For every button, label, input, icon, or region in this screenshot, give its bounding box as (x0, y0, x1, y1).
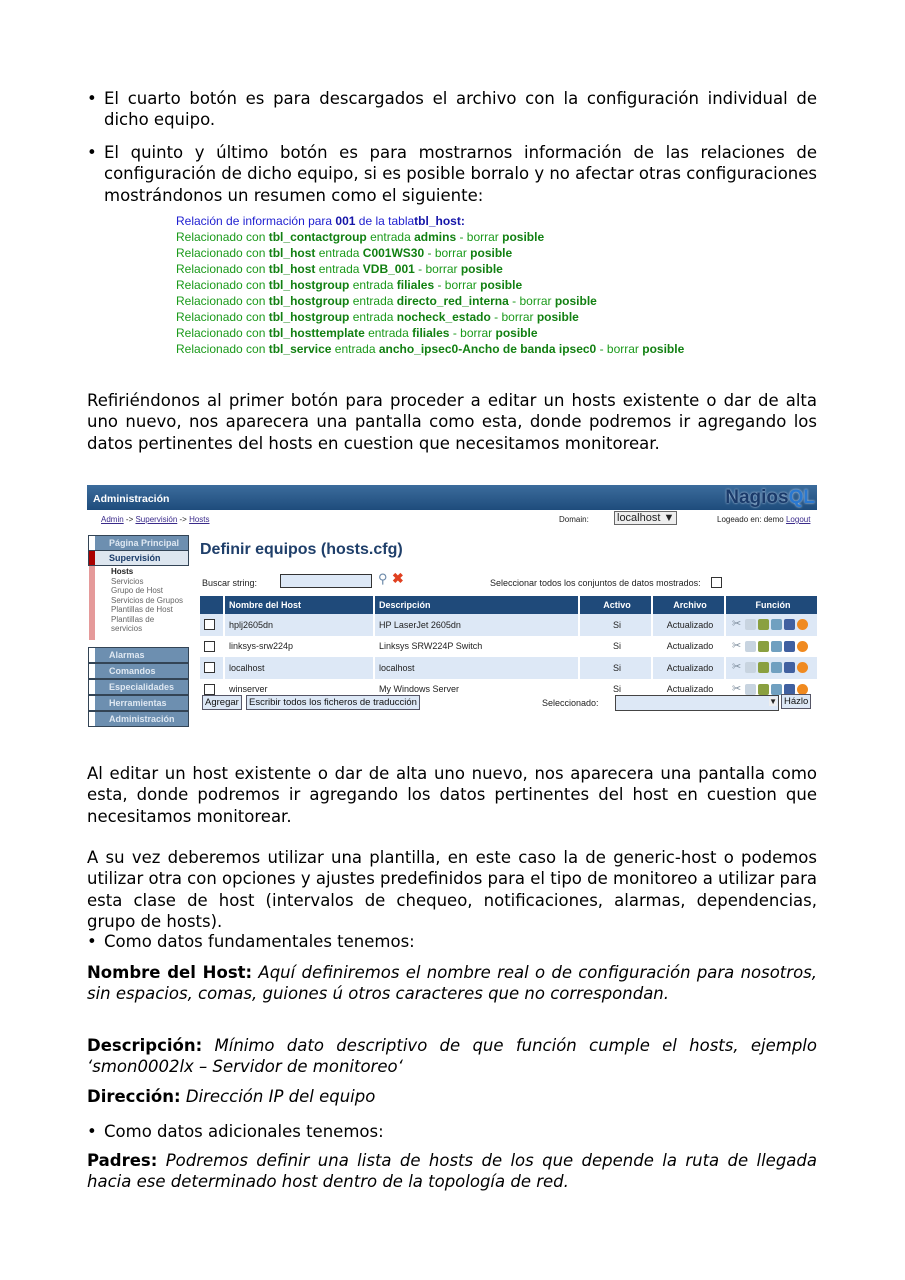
search-icon[interactable]: ⚲ (378, 571, 388, 586)
delete-icon[interactable] (758, 619, 769, 630)
def-direccion: Dirección: Dirección IP del equipo (87, 1087, 376, 1106)
host-row (200, 614, 817, 636)
row-checkbox[interactable] (204, 662, 215, 673)
bullet-additional: • Como datos adicionales tenemos: (87, 1122, 384, 1141)
submenu-plantillas-servicios[interactable]: Plantillas de (111, 614, 155, 624)
row-checkbox[interactable] (204, 684, 215, 695)
relation-summary-image (176, 213, 684, 357)
relation-row: Relacionado con tbl_host entrada C001WS30 - borrar posible (176, 246, 513, 260)
host-file-status: Actualizado (652, 614, 725, 636)
menu-pagina-principal[interactable]: Página Principal (89, 536, 188, 550)
relation-row: Relacionado con tbl_hostgroup entrada filiales - borrar posible (176, 278, 523, 292)
search-label: Buscar string: (202, 578, 258, 588)
download-icon[interactable] (784, 662, 795, 673)
write-files-button[interactable]: Escribir todos los ficheros de traducción (246, 695, 420, 710)
relation-row: Relacionado con tbl_hostgroup entrada directo_red_interna - borrar posible (176, 294, 597, 308)
relation-row: Relacionado con tbl_service entrada ancho_ipsec0-Ancho de banda ipsec0 - borrar posible (176, 342, 685, 356)
delete-icon[interactable] (758, 641, 769, 652)
paragraph-template: A su vez deberemos utilizar una plantilla, en este caso la de generic-host o podemos utilizar otra con opciones y ajustes predefinidos para el tipo de monitoreo a utilizar para esta clase de host (intervalos de chequeo, notificaciones, alarmas, dependencias, grupo de hosts). (87, 848, 818, 931)
domain-select[interactable]: localhost ▼ (614, 511, 677, 525)
app-header (87, 485, 817, 510)
bullet-download: • El cuarto botón es para descargados el archivo con la configuración individual de dicho equipo. (87, 89, 817, 130)
edit-icon[interactable]: ✂ (732, 618, 742, 631)
submenu: Hosts Servicios Grupo de Host Servicios de Grupos Plantillas de Host Plantillas de servicios (111, 567, 184, 633)
chevron-down-icon: ▼ (769, 697, 777, 706)
host-file-status: Actualizado (652, 636, 725, 658)
edit-icon[interactable]: ✂ (732, 682, 742, 695)
host-name[interactable]: linksys-srw224p (224, 636, 374, 658)
submenu-servicios[interactable]: Servicios (111, 576, 144, 586)
domain-label: Domain: (559, 515, 589, 524)
menu-supervision[interactable]: Supervisión (89, 551, 188, 565)
info-icon[interactable] (771, 662, 782, 673)
def-descripcion: Descripción: Mínimo dato descriptivo de que función cumple el hosts, ejemplo ‘smon0002lx – Servidor de monitoreo‘ (87, 1036, 817, 1077)
host-name[interactable]: winserver (224, 679, 374, 701)
col-archivo: Archivo (652, 596, 725, 614)
col-descripcion: Descripción (374, 596, 579, 614)
nagiosql-logo: NagiosQL (725, 487, 815, 508)
relation-row: Relacionado con tbl_hosttemplate entrada filiales - borrar posible (176, 326, 538, 340)
delete-icon[interactable] (758, 684, 769, 695)
download-icon[interactable] (784, 641, 795, 652)
edit-icon[interactable]: ✂ (732, 661, 742, 674)
logout-link[interactable]: Logout (785, 515, 811, 524)
host-active: Si (579, 679, 652, 701)
search-input[interactable] (280, 574, 372, 588)
submenu-servicios-grupos[interactable]: Servicios de Grupos (111, 595, 184, 605)
relation-row: Relacionado con tbl_host entrada VDB_001 - borrar posible (176, 262, 503, 276)
relation-row: Relacionado con tbl_hostgroup entrada nocheck_estado - borrar posible (176, 310, 579, 324)
breadcrumb-supervision[interactable]: Supervisión (135, 515, 178, 524)
copy-icon[interactable] (745, 662, 756, 673)
host-active: Si (579, 657, 652, 679)
info-icon[interactable] (771, 619, 782, 630)
delete-icon[interactable] (758, 662, 769, 673)
host-description: HP LaserJet 2605dn (374, 614, 579, 636)
selected-action-select[interactable] (615, 695, 779, 711)
page-title: Definir equipos (hosts.cfg) (200, 541, 403, 558)
download-icon[interactable] (784, 619, 795, 630)
info-icon[interactable] (771, 641, 782, 652)
relations-icon[interactable] (797, 641, 808, 652)
relation-row: Relacionado con tbl_contactgroup entrada admins - borrar posible (176, 230, 545, 244)
clear-icon[interactable]: ✖ (392, 570, 404, 586)
host-name[interactable]: hplj2605dn (224, 614, 374, 636)
menu-especialidades[interactable]: Especialidades (89, 680, 188, 694)
do-button[interactable]: Házlo (781, 694, 811, 709)
paragraph-edit: Al editar un host existente o dar de alta uno nuevo, nos aparecera una pantalla como esta, donde podremos ir agregando los datos pertinentes del host en cuestion que necesitamos monitorear. (87, 764, 817, 826)
nagiosql-screenshot (87, 485, 817, 726)
submenu-plantillas-host[interactable]: Plantillas de Host (111, 605, 173, 614)
col-nombre: Nombre del Host (224, 596, 374, 614)
breadcrumb-admin[interactable]: Admin (101, 515, 124, 524)
paragraph-edit-intro: Refiriéndonos al primer botón para proceder a editar un hosts existente o dar de alta uno nuevo, nos aparecera una pantalla como esta, donde podremos ir agregando los datos pertinentes del hosts en cuestion que necesitamos monitorear. (87, 391, 817, 453)
host-active: Si (579, 636, 652, 658)
row-checkbox[interactable] (204, 641, 215, 652)
relations-icon[interactable] (797, 619, 808, 630)
col-activo: Activo (579, 596, 652, 614)
host-row (200, 636, 817, 658)
relations-icon[interactable] (797, 662, 808, 673)
row-checkbox[interactable] (204, 619, 215, 630)
host-row (200, 657, 817, 679)
menu-administracion[interactable]: Administración (89, 712, 188, 726)
app-title: Administración (93, 493, 170, 505)
hosts-table (200, 596, 817, 700)
add-button[interactable]: Agregar (202, 695, 242, 710)
host-file-status: Actualizado (652, 657, 725, 679)
submenu-grupo-host[interactable]: Grupo de Host (111, 586, 164, 595)
host-description: localhost (374, 657, 579, 679)
host-description: Linksys SRW224P Switch (374, 636, 579, 658)
menu-alarmas[interactable]: Alarmas (89, 648, 188, 662)
selected-label: Seleccionado: (542, 698, 599, 708)
submenu-hosts[interactable]: Hosts (111, 567, 134, 576)
menu-herramientas[interactable]: Herramientas (89, 696, 188, 710)
copy-icon[interactable] (745, 641, 756, 652)
chevron-down-icon: ▼ (663, 512, 675, 524)
login-info: Logeado en: demo Logout (717, 515, 811, 524)
host-file-status: Actualizado (652, 679, 725, 701)
select-all-checkbox[interactable] (711, 577, 722, 588)
copy-icon[interactable] (745, 619, 756, 630)
def-padres: Padres: Podremos definir una lista de hosts de los que depende la ruta de llegada hacia ese determinado host dentro de la topología de red. (87, 1151, 817, 1192)
breadcrumb: Admin -> Supervisión -> Hosts (101, 515, 210, 524)
relation-header: Relación de información para 001 de la tablatbl_host: (176, 214, 465, 228)
host-active: Si (579, 614, 652, 636)
select-all-label: Seleccionar todos los conjuntos de datos mostrados: (490, 578, 701, 588)
bullet-fundamentals: • Como datos fundamentales tenemos: (87, 932, 415, 951)
host-name[interactable]: localhost (224, 657, 374, 679)
menu-comandos[interactable]: Comandos (89, 664, 188, 678)
host-description: My Windows Server (374, 679, 579, 701)
breadcrumb-hosts[interactable]: Hosts (189, 515, 210, 524)
edit-icon[interactable]: ✂ (732, 639, 742, 652)
col-funcion: Función (725, 596, 817, 614)
bullet-relations: • El quinto y último botón es para mostrarnos información de las relaciones de configuración de dicho equipo, si es posible borralo y no afectar otras configuraciones mostrándonos un resumen como el siguiente: (87, 143, 817, 205)
def-nombre: Nombre del Host: Aquí definiremos el nombre real o de configuración para nosotros, sin espacios, comas, guiones ú otros caracteres que no correspondan. (87, 963, 817, 1004)
copy-icon[interactable] (745, 684, 756, 695)
